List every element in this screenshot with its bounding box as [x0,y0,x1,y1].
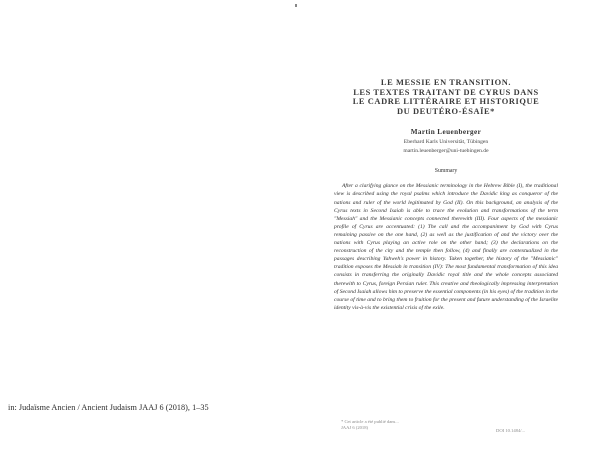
summary-heading: Summary [434,168,458,175]
author-name: Martin Leuenberger [410,128,482,137]
page-footnote [341,419,491,431]
top-mark [295,4,297,7]
article-title [334,78,558,116]
title-line-1: LE MESSIE EN TRANSITION. [380,78,512,87]
title-line-3: LE CADRE LITTÉRAIRE ET HISTORIQUE [352,97,540,107]
footnote-line-1: * Cet article a été publié dans... [341,419,399,424]
journal-citation: in: Judaïsme Ancien / Ancient Judaism JAAJ 6 (2018), 1–35 [8,403,209,412]
affiliation [334,138,558,156]
article-page [334,78,558,458]
title-line-4: DU DEUTÉRO-ÉSAÏE* [397,106,495,116]
abstract-text: After a clarifying glance on the Messianic terminology in the Hebrew Bible (I), the traditional view is described using the royal psalms which introduce the Davidic king as conqueror of the nations and ruler of the world legitimated by God (II). On this background, an analysis of the Cyrus texts in Second Isaiah is able to trace the evolution and transformations of the term "Messiah" and the Messianic concepts connected therewith (III). Four aspects of the messianic profile of Cyrus are accentuated: (1) The call and the accompaniment by God with Cyrus remaining passive on the one hand, (2) as well as the justification of and the victory over the nations with Cyrus playing an active role on the other hand; (3) the declarations on the reconstruction of the city and the temple then follow, (4) and finally are contextualized in the passages describing Yahweh's power in history. Taken together, the history of the "Messianic" tradition exposes the Messiah in transition (IV): The most fundamental transformation of this idea consists in transferring the originally Davidic royal title and the whole concepts associated therewith to Cyrus, foreign Persian ruler. This creative and theologically impressing interpretation of Second Isaiah allows him to preserve the essential components (in his eyes) of the tradition in the course of time and to bring them to fruition for the present and future understanding of the Israelite identity vis-à-vis the existential crisis of the exile. [334,183,558,311]
title-line-2: LES TEXTES TRAITANT DE CYRUS DANS [353,87,539,97]
footnote-line-2: JAAJ 6 (2018) [341,425,369,430]
author-email: martin.leuenberger@uni-tuebingen.de [403,148,489,155]
university: Eberhard Karls Universität, Tübingen [403,139,489,146]
doi-label: DOI 10.1484/... [496,428,525,433]
